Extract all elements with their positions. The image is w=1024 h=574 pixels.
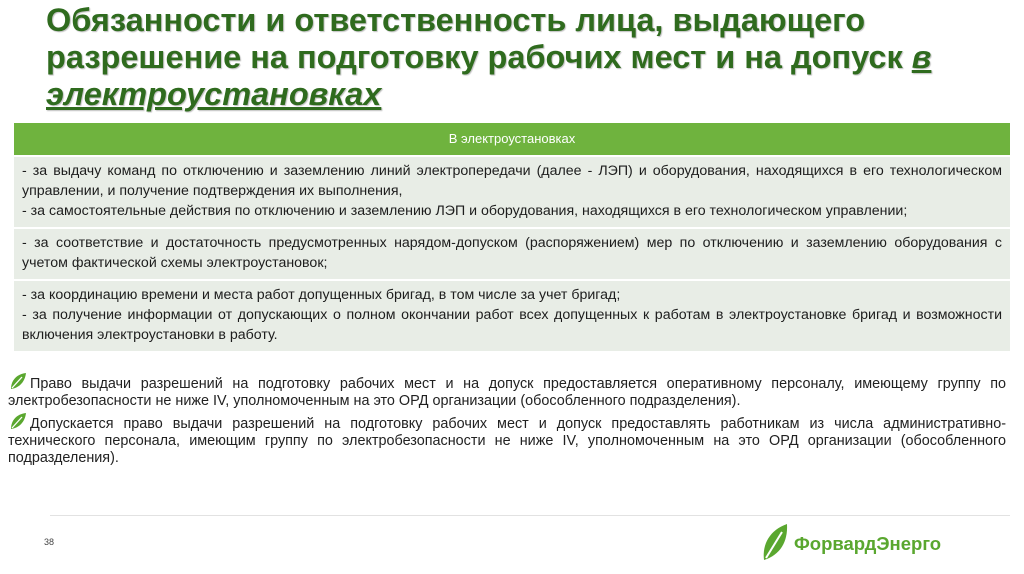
note-text: Право выдачи разрешений на подготовку рабочих мест и на допуск предоставляется оперативному персоналу, имеющему группу по электробезопасности не ниже IV, уполномоченным на это ОРД организации (обособленного подразделения). (8, 376, 1006, 409)
row-text: - за получение информации от допускающих о полном окончании работ всех допущенных к работам в электроустановке бригад и возможности включения электроустановки в работу. (22, 307, 1002, 343)
note-item (8, 371, 1006, 410)
title-emphasis: в электроустановках (46, 39, 932, 112)
table-row (14, 281, 1010, 353)
leaf-icon (8, 371, 28, 391)
row-text: - за выдачу команд по отключению и заземлению линий электропередачи (далее - ЛЭП) и оборудования, находящихся в его технологическом управлении, и получение подтверждения их выполнения, (22, 163, 1002, 199)
footer-divider (50, 515, 1010, 516)
responsibilities-table (14, 123, 1010, 353)
note-item (8, 411, 1006, 467)
table-row (14, 229, 1010, 281)
logo-text: ФорвардЭнерго (794, 533, 942, 554)
note-text: Допускается право выдачи разрешений на подготовку рабочих мест и допуск предоставлять работникам из числа административно-технического персонала, имеющим группу по электробезопасности не ниже IV, уполномоченным на это ОРД организации (обособленного подразделения). (8, 416, 1006, 466)
table-header: В электроустановках (14, 123, 1010, 157)
title-main: Обязанности и ответственность лица, выдающего разрешение на подготовку рабочих мест и на допуск (46, 2, 912, 75)
row-text: - за самостоятельные действия по отключению и заземлению ЛЭП и оборудования, находящихся в его технологическом управлении; (22, 203, 908, 219)
row-text: - за координацию времени и места работ допущенных бригад, в том числе за учет бригад; (22, 287, 621, 303)
notes-list (8, 371, 1006, 468)
row-text: - за соответствие и достаточность предусмотренных нарядом-допуском (распоряжением) мер по отключению и заземлению оборудования с учетом фактической схемы электроустановок; (22, 235, 1002, 271)
page-number: 38 (44, 537, 55, 547)
slide-title (46, 2, 1006, 113)
company-logo (760, 522, 941, 566)
table-row (14, 157, 1010, 229)
leaf-icon (760, 522, 790, 567)
leaf-icon (8, 411, 28, 431)
